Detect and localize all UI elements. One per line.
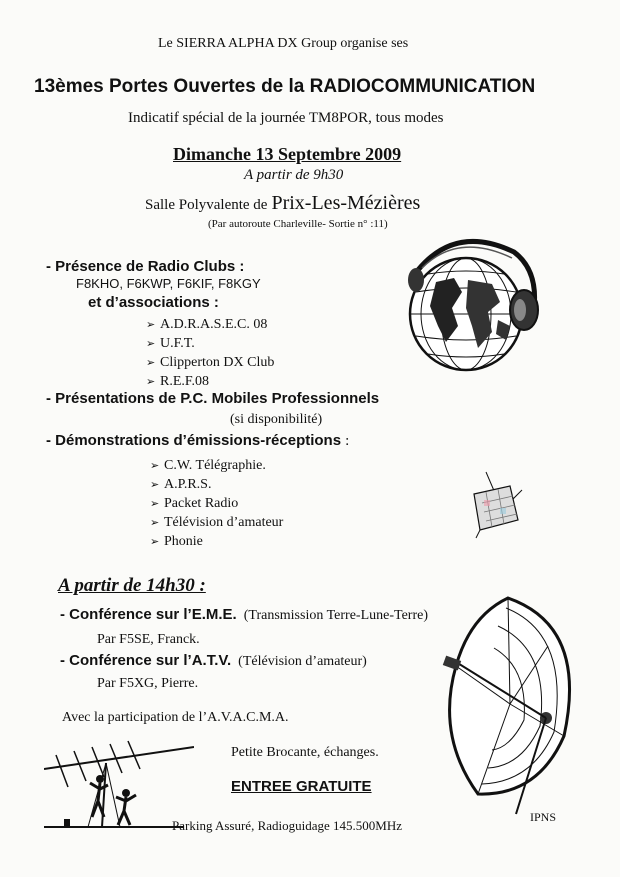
arrow-bullet-icon: ➢ xyxy=(146,356,156,369)
arrow-bullet-icon: ➢ xyxy=(150,478,160,491)
participation-line: Avec la participation de l’A.V.A.C.M.A. xyxy=(62,710,289,725)
free-entry: ENTREE GRATUITE xyxy=(231,778,372,795)
satellite-icon xyxy=(466,470,530,540)
arrow-bullet-icon: ➢ xyxy=(150,516,160,529)
arrow-bullet-icon: ➢ xyxy=(146,337,156,350)
brocante-line: Petite Brocante, échanges. xyxy=(231,745,379,760)
list-item: ➢ C.W. Télégraphie. xyxy=(150,458,266,473)
conference-eme xyxy=(60,606,428,624)
parking-line: Parking Assuré, Radioguidage 145.500MHz xyxy=(172,818,403,833)
arrow-bullet-icon: ➢ xyxy=(150,497,160,510)
list-item: ➢ R.E.F.08 xyxy=(146,374,210,389)
demos-list xyxy=(150,456,283,551)
event-date: Dimanche 13 Septembre 2009 xyxy=(173,144,402,164)
afternoon-heading: A partir de 14h30 : xyxy=(58,575,206,596)
event-title: 13èmes Portes Ouvertes de la RADIOCOMMUNICATION xyxy=(34,76,536,97)
list-item: ➢ A.P.R.S. xyxy=(150,477,212,492)
directions: (Par autoroute Charleville- Sortie n° :11) xyxy=(208,218,388,230)
conference-eme-speaker: Par F5SE, Franck. xyxy=(97,632,200,647)
demos-heading-line xyxy=(46,432,349,450)
list-item: ➢ Clipperton DX Club xyxy=(146,355,275,370)
associations-list xyxy=(146,315,274,391)
organizer-line: Le SIERRA ALPHA DX Group organise ses xyxy=(158,36,409,51)
arrow-bullet-icon: ➢ xyxy=(146,375,156,388)
venue-prefix: Salle Polyvalente de xyxy=(145,197,268,213)
arrow-bullet-icon: ➢ xyxy=(150,459,160,472)
venue-line xyxy=(145,192,420,215)
conference-eme-title: - Conférence sur l’E.M.E. xyxy=(60,606,237,623)
list-item: ➢ Phonie xyxy=(150,534,203,549)
conference-eme-desc: (Transmission Terre-Lune-Terre) xyxy=(243,608,428,623)
clubs-heading: - Présence de Radio Clubs : xyxy=(46,258,245,275)
availability-note: (si disponibilité) xyxy=(230,412,323,427)
antenna-workers-icon xyxy=(44,735,194,830)
arrow-bullet-icon: ➢ xyxy=(150,535,160,548)
ipns-label: IPNS xyxy=(530,810,557,824)
presentations-heading: - Présentations de P.C. Mobiles Professionnels xyxy=(46,390,380,407)
list-item: ➢ Télévision d’amateur xyxy=(150,515,284,530)
start-time: A partir de 9h30 xyxy=(244,167,344,183)
list-item: ➢ A.D.R.A.S.E.C. 08 xyxy=(146,317,268,332)
satellite-dish-icon xyxy=(438,586,588,816)
list-item: ➢ Packet Radio xyxy=(150,496,239,511)
globe-headphones-icon xyxy=(396,222,546,382)
conference-atv xyxy=(60,652,367,670)
conference-atv-title: - Conférence sur l’A.T.V. xyxy=(60,652,232,669)
arrow-bullet-icon: ➢ xyxy=(146,318,156,331)
associations-heading: et d’associations : xyxy=(88,294,219,311)
demos-heading: - Démonstrations d’émissions-réceptions xyxy=(46,432,342,449)
list-item: ➢ U.F.T. xyxy=(146,336,195,351)
demos-colon: : xyxy=(345,433,350,449)
conference-atv-speaker: Par F5XG, Pierre. xyxy=(97,676,199,691)
conference-atv-desc: (Télévision d’amateur) xyxy=(238,654,367,669)
club-callsigns: F8KHO, F6KWP, F6KIF, F8KGY xyxy=(76,276,261,291)
venue-town: Prix-Les-Mézières xyxy=(271,192,421,214)
callsign-line: Indicatif spécial de la journée TM8POR, tous modes xyxy=(128,110,444,126)
